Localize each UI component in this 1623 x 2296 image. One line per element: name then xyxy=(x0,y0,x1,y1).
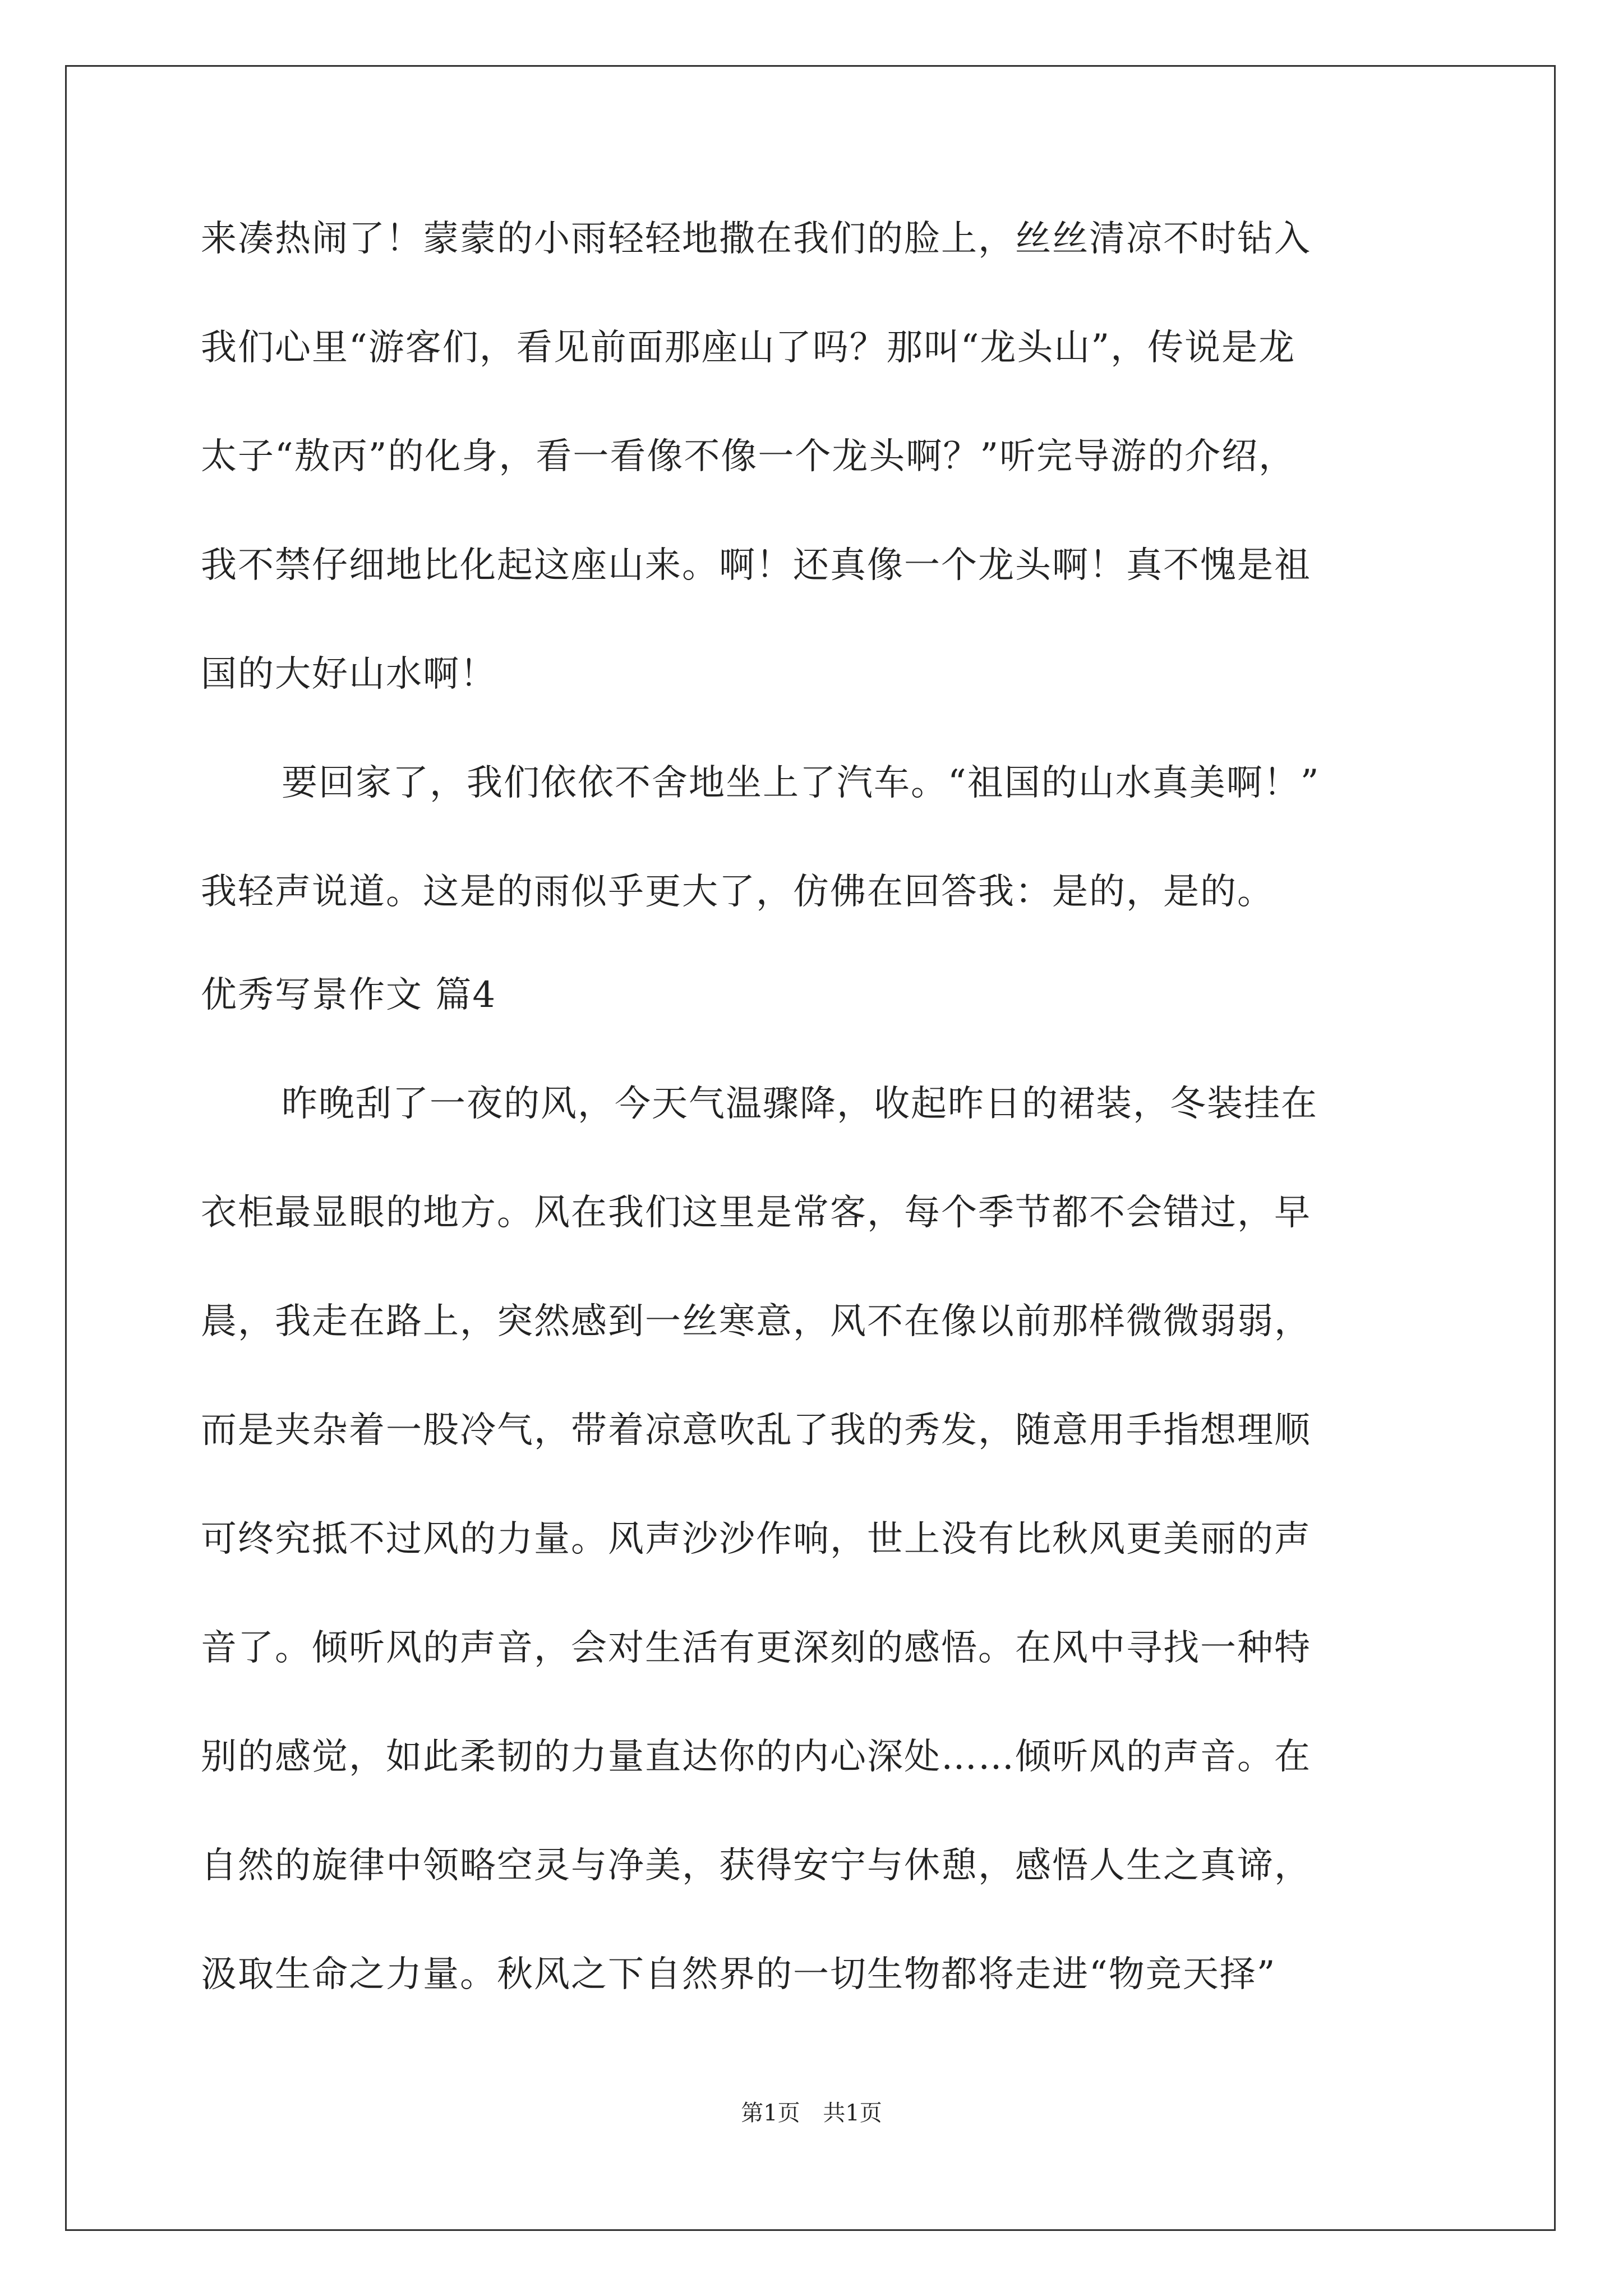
body-line: 我轻声说道。这是的雨似乎更大了，仿佛在回答我：是的，是的。 xyxy=(201,871,1274,913)
page-border xyxy=(65,65,1556,2231)
body-line: 晨，我走在路上，突然感到一丝寒意，风不在像以前那样微微弱弱， xyxy=(201,1301,1311,1342)
body-line: 可终究抵不过风的力量。风声沙沙作响，世上没有比秋风更美丽的声 xyxy=(201,1519,1311,1560)
body-line: 太子“敖丙”的化身，看一看像不像一个龙头啊？”听完导游的介绍， xyxy=(201,436,1296,477)
body-line: 汲取生命之力量。秋风之下自然界的一切生物都将走进“物竞天择” xyxy=(201,1954,1276,1995)
page-footer xyxy=(0,2099,1623,2127)
body-line: 我们心里“游客们，看见前面那座山了吗？那叫“龙头山”，传说是龙 xyxy=(201,327,1296,369)
body-line: 要回家了，我们依依不舍地坐上了汽车。“祖国的山水真美啊！” xyxy=(282,762,1320,804)
section-heading: 优秀写景作文 篇4 xyxy=(201,974,497,1016)
page-total: 共1页 xyxy=(823,2100,882,2126)
body-line: 昨晚刮了一夜的风，今天气温骤降，收起昨日的裙装，冬装挂在 xyxy=(282,1083,1318,1125)
body-line: 别的感觉，如此柔韧的力量直达你的内心深处……倾听风的声音。在 xyxy=(201,1736,1311,1778)
body-line: 来凑热闹了！蒙蒙的小雨轻轻地撒在我们的脸上，丝丝清凉不时钻入 xyxy=(201,218,1311,260)
body-line: 音了。倾听风的声音，会对生活有更深刻的感悟。在风中寻找一种特 xyxy=(201,1627,1311,1669)
body-line: 衣柜最显眼的地方。风在我们这里是常客，每个季节都不会错过，早 xyxy=(201,1192,1311,1234)
body-line: 自然的旋律中领略空灵与净美，获得安宁与休憩，感悟人生之真谛， xyxy=(201,1845,1311,1887)
page-number: 第1页 xyxy=(741,2100,800,2126)
body-line: 国的大好山水啊！ xyxy=(201,654,497,695)
body-line: 而是夹杂着一股冷气，带着凉意吹乱了我的秀发，随意用手指想理顺 xyxy=(201,1410,1311,1451)
body-line: 我不禁仔细地比化起这座山来。啊！还真像一个龙头啊！真不愧是祖 xyxy=(201,545,1311,586)
